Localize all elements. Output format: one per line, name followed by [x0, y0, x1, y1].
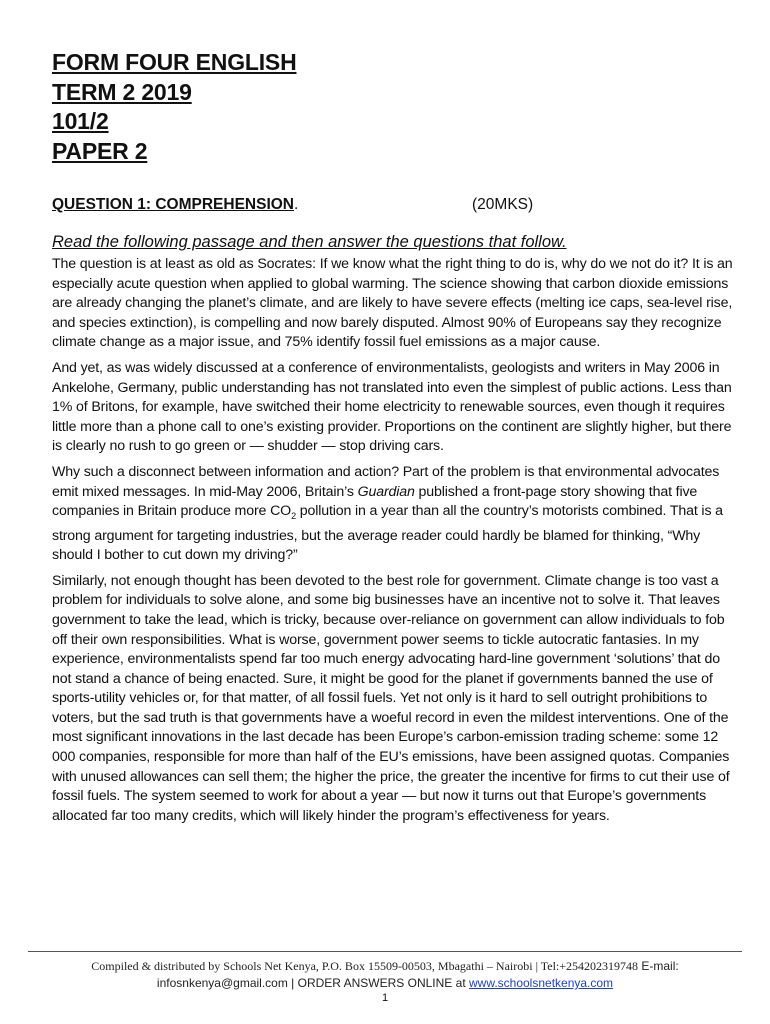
- question-title-suffix: .: [294, 196, 299, 213]
- footer-contact: infosnkenya@gmail.com | ORDER ANSWERS ONLINE at: [156, 976, 469, 990]
- passage-paragraph-1: The question is at least as old as Socrates: If we know what the right thing to do is, why do we not do it? It is an especially acute question when applied to global warming. The science showing that carbon dioxide emissions are already changing the planet’s climate, and are likely to have severe effects (melting ice caps, sea-level rise, and species extinction), is compelling and now barely disputed. Almost 90% of Europeans say they recognize climate change as a major issue, and 75% identify fossil fuel emissions as a major cause.: [52, 256, 733, 351]
- question-title: QUESTION 1: COMPREHENSION: [52, 196, 294, 213]
- paragraph-3-part-b: published a front-page story showing that five companies in Britain produce more CO: [52, 483, 698, 520]
- footer-email-label: E-mail:: [638, 959, 679, 973]
- footer-divider: [28, 951, 742, 952]
- website-link[interactable]: www.schoolsnetkenya.com: [468, 976, 614, 990]
- co2-subscript: 2: [291, 510, 296, 521]
- instruction: Read the following passage and then answer the questions that follow.: [52, 233, 567, 251]
- paragraph-3-part-c: pollution in a year than all the country’s motorists combined. That is a strong argument for targeting industries, but the average reader could hardly be blamed for thinking, “Why should I bother to cut down my driving?”: [52, 503, 723, 564]
- footer-line-1: [28, 958, 742, 975]
- passage-paragraph-4: Similarly, not enough thought has been devoted to the best role for government. Climate change is too vast a problem for individuals to solve alone, and some big businesses have an incentive not to solve it. That leaves government to take the lead, which is tricky, because over-reliance on government can allow individuals to fob off their own responsibilities. What is worse, government power seems to tickle autocratic fantasies. In my experience, environmentalists spend far too much energy advocating hard-line government ‘solutions’ that do not stand a chance of being enacted. Sure, it might be good for the planet if governments banned the use of sports-utility vehicles or, for that matter, of all fossil fuels. Yet not only is it hard to sell outright prohibitions to voters, but the sad truth is that governments have a woeful record in even the mildest interventions. One of the most significant innovations in the last decade has been Europe’s carbon-emission trading scheme: some 12 000 companies, responsible for more than half of the EU’s emissions, have been assigned quotas. Companies with unused allowances can sell them; the higher the price, the greater the incentive for firms to cut their use of fossil fuels. The system seemed to work for about a year — but now it turns out that Europe’s governments allocated far too many credits, which will likely hinder the program’s effectiveness for years.: [52, 572, 730, 824]
- passage: [52, 255, 734, 832]
- title-line-1: FORM FOUR ENGLISH: [52, 49, 297, 75]
- footer-line-2: [28, 975, 742, 992]
- page-number: 1: [381, 992, 389, 1004]
- passage-paragraph-3: [52, 463, 734, 566]
- title-line-4: PAPER 2: [52, 137, 148, 164]
- passage-paragraph-2: And yet, as was widely discussed at a conference of environmentalists, geologists and writers in May 2006 in Ankelohe, Germany, public understanding has not translated into even the simplest of public actions. Less than 1% of Britons, for example, have switched their home electricity to renewable sources, even though it requires little more than a phone call to one’s existing provider. Proportions on the continent are slightly higher, but there is clearly no rush to go green or — shudder — stop driving cars.: [52, 359, 732, 455]
- title-line-2: TERM 2 2019: [52, 78, 192, 105]
- footer: [28, 958, 742, 992]
- newspaper-name: Guardian: [357, 483, 415, 500]
- question-marks: (20MKS): [472, 196, 534, 213]
- footer-address: Compiled & distributed by Schools Net Kenya, P.O. Box 15509-00503, Mbagathi – Nairobi | Tel:+254202319748: [91, 959, 639, 973]
- title-line-3: 101/2: [52, 108, 109, 134]
- title-block: [52, 48, 296, 166]
- paragraph-3-part-a: Why such a disconnect between information and action? Part of the problem is that environmental advocates emit mixed messages. In mid-May 2006, Britain’s: [52, 463, 720, 500]
- question-heading: [52, 196, 732, 214]
